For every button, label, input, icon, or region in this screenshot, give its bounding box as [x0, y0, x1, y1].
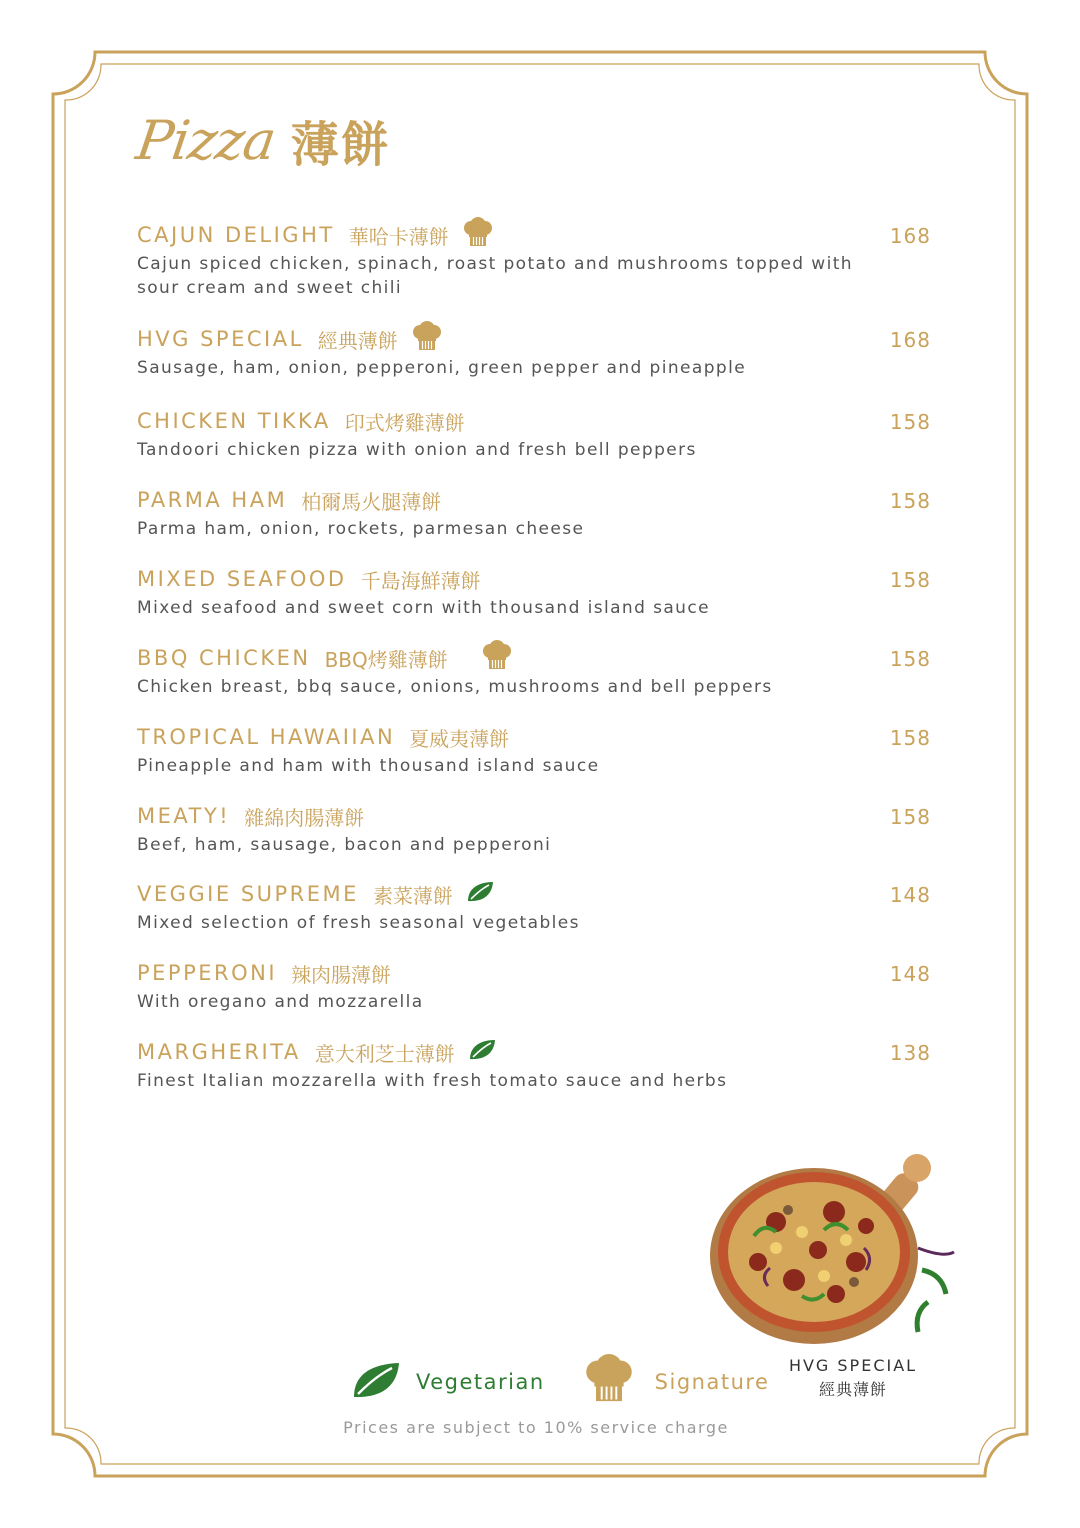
- menu-item-hvg-special: [137, 324, 937, 380]
- item-chinese-name: 辣肉腸薄餅: [291, 962, 392, 987]
- item-chinese-name: 夏威夷薄餅: [409, 726, 510, 751]
- item-description: Mixed seafood and sweet corn with thousand island sauce: [137, 598, 710, 618]
- item-description: Parma ham, onion, rockets, parmesan cheese: [137, 519, 585, 539]
- service-charge-note: Prices are subject to 10% service charge: [343, 1418, 729, 1437]
- legend-signature-label: Signature: [654, 1370, 770, 1394]
- item-chinese-name: 柏爾馬火腿薄餅: [301, 489, 442, 514]
- menu-item-parma-ham: [137, 485, 937, 541]
- item-name: BBQ CHICKEN: [137, 646, 311, 670]
- item-name: CHICKEN TIKKA: [137, 409, 331, 433]
- item-price: 158: [889, 647, 931, 671]
- leaf-icon: [465, 880, 495, 908]
- item-name: PEPPERONI: [137, 961, 278, 985]
- item-price: 158: [889, 568, 931, 592]
- item-price: 148: [889, 962, 931, 986]
- menu-title: [132, 100, 391, 180]
- item-name: PARMA HAM: [137, 488, 288, 512]
- chef-hat-icon: [581, 1354, 637, 1410]
- item-chinese-name: 印式烤雞薄餅: [344, 410, 465, 435]
- item-chinese-name: 雜綿肉腸薄餅: [244, 805, 365, 830]
- title-script: Pizza: [132, 108, 280, 172]
- menu-item-margherita: [137, 1037, 937, 1093]
- item-chinese-name: BBQ烤雞薄餅: [324, 647, 448, 672]
- item-name: HVG SPECIAL: [137, 327, 304, 351]
- photo-caption: [770, 1356, 936, 1400]
- item-description: Finest Italian mozzarella with fresh tomato sauce and herbs: [137, 1071, 728, 1091]
- chef-hat-icon: [410, 321, 444, 357]
- menu-item-mixed-seafood: [137, 564, 937, 620]
- menu-item-chicken-tikka: [137, 406, 937, 462]
- item-chinese-name: 華哈卡薄餅: [348, 224, 449, 249]
- legend-vegetarian-label: Vegetarian: [416, 1370, 545, 1394]
- item-description: Pineapple and ham with thousand island sauce: [137, 756, 600, 776]
- item-chinese-name: 經典薄餅: [317, 328, 398, 353]
- menu-item-pepperoni: [137, 958, 937, 1014]
- item-price: 158: [889, 410, 931, 434]
- item-name: CAJUN DELIGHT: [137, 223, 335, 247]
- menu-item-veggie-supreme: [137, 879, 937, 935]
- item-price: 138: [889, 1041, 931, 1065]
- item-name: TROPICAL HAWAIIAN: [137, 725, 396, 749]
- item-name: VEGGIE SUPREME: [137, 882, 359, 906]
- item-name: MEATY!: [137, 804, 231, 828]
- item-price: 148: [889, 883, 931, 907]
- leaf-icon: [350, 1360, 402, 1404]
- item-name: MIXED SEAFOOD: [137, 567, 347, 591]
- pizza-photo: [706, 1152, 966, 1348]
- leaf-icon: [467, 1038, 497, 1066]
- item-description: With oregano and mozzarella: [137, 992, 424, 1012]
- photo-caption-english: HVG SPECIAL: [788, 1356, 918, 1375]
- chef-hat-icon: [461, 217, 495, 253]
- chef-hat-icon: [480, 640, 514, 676]
- item-price: 158: [889, 489, 931, 513]
- menu-item-tropical-hawaiian: [137, 722, 937, 778]
- item-price: 168: [889, 328, 931, 352]
- legend: [350, 1352, 769, 1412]
- menu-item-meaty: [137, 801, 937, 857]
- item-description: Beef, ham, sausage, bacon and pepperoni: [137, 835, 552, 855]
- item-price: 158: [889, 726, 931, 750]
- item-description: Sausage, ham, onion, pepperoni, green pepper and pineapple: [137, 358, 747, 378]
- item-chinese-name: 素菜薄餅: [372, 883, 453, 908]
- title-chinese: 薄餅: [290, 116, 391, 173]
- photo-caption-chinese: 經典薄餅: [818, 1380, 887, 1399]
- item-chinese-name: 千島海鮮薄餅: [360, 568, 481, 593]
- item-price: 168: [889, 224, 931, 248]
- item-description: Tandoori chicken pizza with onion and fresh bell peppers: [137, 440, 697, 460]
- item-description: Mixed selection of fresh seasonal vegetables: [137, 913, 580, 933]
- item-name: MARGHERITA: [137, 1040, 301, 1064]
- item-price: 158: [889, 805, 931, 829]
- item-chinese-name: 意大利芝士薄餅: [314, 1041, 455, 1066]
- menu-item-bbq-chicken: [137, 643, 937, 699]
- item-description: Cajun spiced chicken, spinach, roast potato and mushrooms topped with sour cream and sweet chili: [137, 254, 853, 298]
- item-description: Chicken breast, bbq sauce, onions, mushrooms and bell peppers: [137, 677, 773, 697]
- menu-item-cajun-delight: [137, 220, 937, 300]
